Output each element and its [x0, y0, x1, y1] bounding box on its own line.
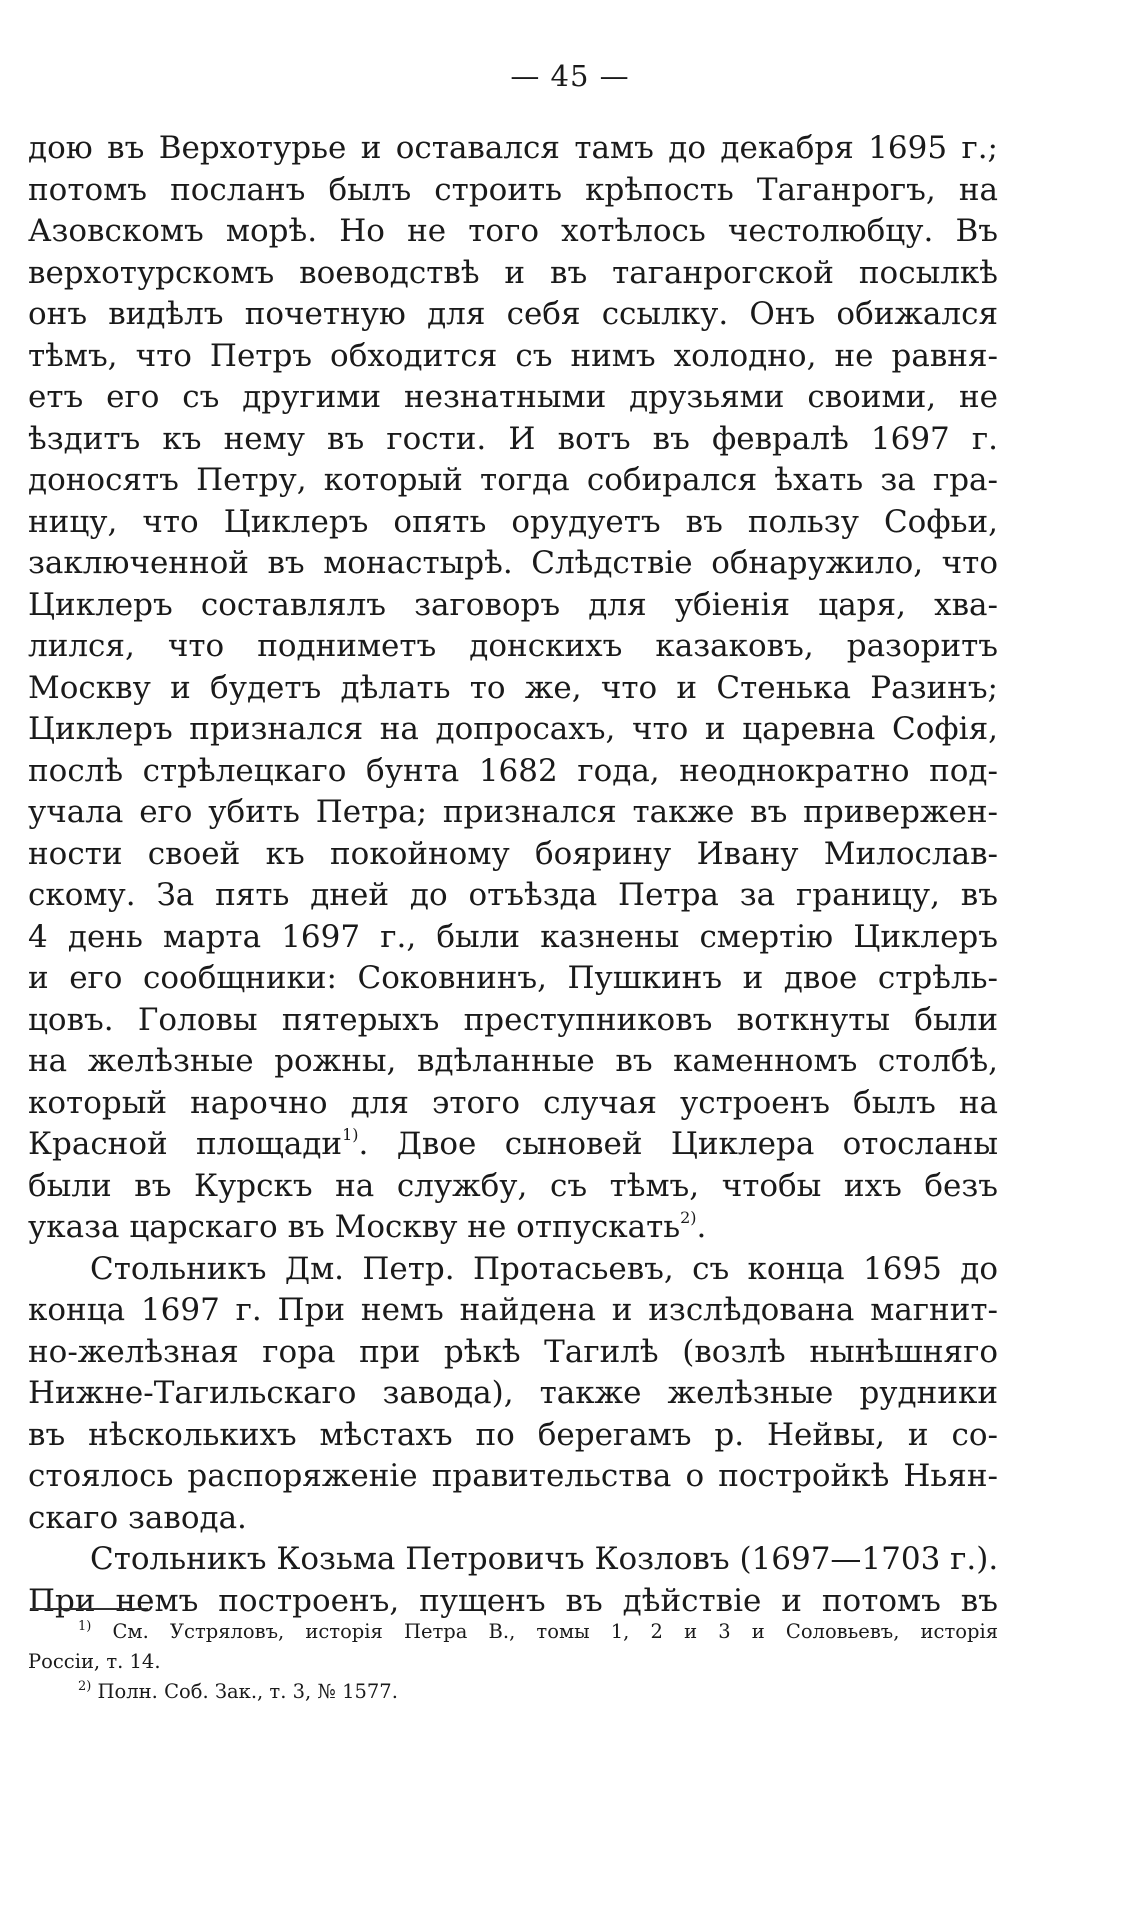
text-line: который нарочно для этого случая устроенъ былъ на	[28, 1084, 998, 1121]
text-line: етъ его съ другими незнатными друзьями своими, не	[28, 379, 998, 415]
footnote-ref-1[interactable]: 1)	[342, 1125, 359, 1144]
footnotes	[28, 1617, 998, 1707]
text-line: лился, что подниметъ донскихъ казаковъ, разоритъ	[28, 628, 998, 664]
line-text: указа царскаго въ Москву не отпускать	[28, 1209, 681, 1245]
footnote-ref-2[interactable]: 2)	[680, 1208, 697, 1227]
paragraph-first-line: Стольникъ Дм. Петр. Протасьевъ, съ конца 1695 до	[90, 1250, 998, 1287]
text-line: скаго завода.	[28, 1499, 247, 1536]
line-text: Красной площади	[28, 1126, 343, 1162]
text-line: были въ Курскъ на службу, съ тѣмъ, чтобы ихъ безъ	[28, 1167, 998, 1204]
text-line: 4 день марта 1697 г., были казнены смертію Циклеръ	[28, 918, 998, 955]
footnote-mark: 1)	[78, 1619, 92, 1634]
text-line: потомъ посланъ былъ строить крѣпость Таганрогъ, на	[28, 171, 998, 208]
text-line: стоялось распоряженіе правительства о постройкѣ Ньян-	[28, 1458, 998, 1494]
text-line: Азовскомъ морѣ. Но не того хотѣлось честолюбцу. Въ	[28, 213, 998, 249]
line-text: . Двое сыновей Циклера отосланы	[358, 1126, 998, 1162]
text-line: скому. За пять дней до отъѣзда Петра за границу, въ	[28, 877, 998, 913]
text-line: конца 1697 г. При немъ найдена и изслѣдована магнит-	[28, 1292, 998, 1328]
text-line: на желѣзные рожны, вдѣланные въ каменномъ столбѣ,	[28, 1043, 998, 1079]
text-line: дою въ Верхотурье и оставался тамъ до декабря 1695 г.;	[28, 130, 998, 166]
text-line: При немъ построенъ, пущенъ въ дѣйствіе и потомъ въ	[28, 1582, 998, 1619]
text-line: онъ видѣлъ почетную для себя ссылку. Онъ обижался	[28, 296, 998, 332]
text-line-with-note	[28, 1207, 998, 1249]
text-line: заключенной въ монастырѣ. Слѣдствіе обнаружило, что	[28, 545, 998, 581]
line-text: .	[696, 1209, 707, 1245]
page-number: — 45 —	[510, 59, 630, 93]
text-line: послѣ стрѣлецкаго бунта 1682 года, неоднократно под-	[28, 752, 998, 789]
text-line: ницу, что Циклеръ опять орудуетъ въ пользу Софьи,	[28, 503, 998, 540]
text-line: и его сообщники: Соковнинъ, Пушкинъ и двое стрѣль-	[28, 960, 998, 996]
text-line: Циклеръ составлялъ заговоръ для убіенія царя, хва-	[28, 586, 998, 623]
footnote-divider	[30, 1608, 148, 1610]
main-text	[28, 128, 998, 1622]
text-line: но-желѣзная гора при рѣкѣ Тагилѣ (возлѣ нынѣшняго	[28, 1333, 998, 1370]
text-line: ности своей къ покойному боярину Ивану Милослав-	[28, 835, 998, 872]
text-line: верхотурскомъ воеводствѣ и въ таганрогской посылкѣ	[28, 254, 998, 291]
text-line: тѣмъ, что Петръ обходится съ нимъ холодно, не равня-	[28, 337, 998, 374]
footnote-text: См. Устряловъ, исторія Петра В., томы 1, 2 и 3 и Соловьевъ, исторія	[112, 1620, 998, 1643]
footnote-1-continued: Россіи, т. 14.	[28, 1650, 161, 1673]
text-line: доносятъ Петру, который тогда собирался ѣхать за гра-	[28, 462, 998, 498]
text-line: учала его убить Петра; признался также въ привержен-	[28, 794, 998, 830]
footnote-text: Полн. Соб. Зак., т. 3, № 1577.	[97, 1680, 398, 1703]
text-line-with-note	[28, 1124, 998, 1166]
footnote-2	[28, 1677, 998, 1707]
text-line: ѣздитъ къ нему въ гости. И вотъ въ февралѣ 1697 г.	[28, 420, 998, 457]
text-line: Нижне-Тагильскаго завода), также желѣзные рудники	[28, 1375, 998, 1411]
text-line: въ нѣсколькихъ мѣстахъ по берегамъ р. Нейвы, и со-	[28, 1416, 998, 1453]
text-line: Москву и будетъ дѣлать то же, что и Стенька Разинъ;	[28, 669, 998, 706]
paragraph-first-line: Стольникъ Козьма Петровичъ Козловъ (1697—1703 г.).	[90, 1541, 998, 1577]
text-line: цовъ. Головы пятерыхъ преступниковъ воткнуты были	[28, 1001, 998, 1038]
footnote-mark: 2)	[78, 1679, 92, 1694]
footnote-1	[28, 1617, 998, 1647]
text-line: Циклеръ признался на допросахъ, что и царевна Софія,	[28, 711, 998, 747]
